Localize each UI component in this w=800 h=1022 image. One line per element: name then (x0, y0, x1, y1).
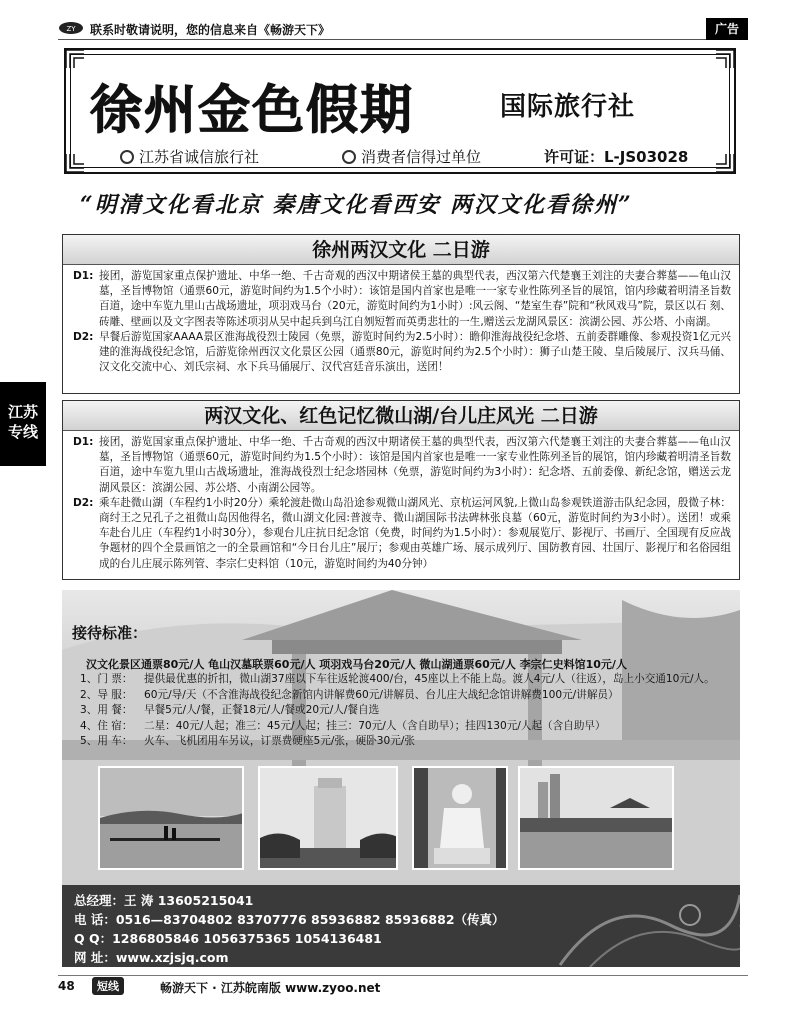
section-side-tab: 江苏 专线 (0, 382, 46, 466)
website-line: 网 址：www.xzjsjq.com (74, 950, 229, 965)
tour-itinerary (63, 431, 739, 576)
magazine-logo-icon (58, 20, 84, 36)
badge-honest-agency: 江苏省诚信旅行社 (120, 146, 259, 167)
svg-text:ZY: ZY (66, 25, 76, 33)
riverside-photo (518, 766, 674, 870)
page-footer (58, 975, 748, 995)
slogan: “明清文化看北京 秦唐文化看西安 两汉文化看徐州” (80, 192, 633, 218)
flower-icon (120, 150, 134, 164)
standard-item: 3、用 餐： 早餐5元/人/餐，正餐18元/人/餐或20元/人/餐自选 (80, 704, 380, 717)
standards-panel (62, 590, 740, 885)
phone-line: 电 话：0516—83704802 83707776 85936882 85936882（传真） (74, 912, 505, 927)
flower-icon (342, 150, 356, 164)
publication-name: 畅游天下 · 江苏皖南版 www.zyoo.net (160, 981, 381, 995)
tour-itinerary (63, 265, 739, 379)
source-notice: 联系时敬请说明，您的信息来自《畅游天下》 (90, 23, 331, 37)
itinerary-day: D1: 接团，游览国家重点保护遗址、中华一绝、千古奇观的西汉中期诸侯王墓的典型代表，西汉第六代楚襄王刘注的夫妻合葬墓——龟山汉墓，圣旨博物馆（通票60元，游览时间约为1.5个小时）：该馆是国内首家也是唯一一家专业性陈列圣旨的展馆，馆内珍藏着明清圣旨数百道，途中车览九里山古战场遗址，淮海战役烈士纪念塔园林（免票，游览时间约为3小时）：纪念塔、五前委像、新纪念馆，赠送云龙湖风景区：滨湖公园、苏公塔、小南湖公园等。 (73, 436, 731, 494)
standard-item: 1、门 票： 提供最优惠的折扣，微山湖37座以下车往返轮渡400/台，45座以上不能上岛。渡人4元/人（往返），岛上小交通10元/人。 (80, 673, 715, 685)
ad-tag: 广告 (706, 18, 748, 40)
corner-ornament-icon (64, 48, 86, 70)
itinerary-day: D2: 早餐后游览国家AAAA景区淮海战役烈士陵园（免票，游览时间约为2.5小时）：瞻仰淮海战役纪念塔、五前委群雕像、参观投资1亿元兴建的淮海战役纪念馆，后游览徐州西汉文化景区公园（通票80元，游览时间约为2.5个小时）：狮子山楚王陵、皇后陵展厅、汉兵马俑、汉文化交流中心、刘氏宗祠、水下兵马俑展厅、汉代宫廷音乐演出，送团！ (73, 330, 731, 374)
itinerary-day: D2: 乘车赴微山湖（车程约1小时20分）乘轮渡赴微山岛沿途参观微山湖风光、京杭运河风貌,上微山岛参观铁道游击队纪念园，殷微子林：商纣王之兄孔子之祖微山岛因他得名，微山湖文化园:普渡寺、微山湖国际书法碑林张良墓（60元，游览时间约为3小时）。送团！或乘车赴台儿庄（车程约1小时30分），参观台儿庄抗日纪念馆（免费，时间约为1.5小时）：参观展览厅、影视厅、书画厅、全国现有反应战争题材的四个全景画馆之一的全景画馆和“今日台儿庄”展厅；参观由英雄广场、展示成列厅、国防教育园、壮国厅、影视厅和名俗园组成的台儿庄展示陈列管、李宗仁史料馆（10元，游览时间约为40分钟） (73, 496, 731, 570)
agency-header (64, 48, 736, 174)
statue-photo (412, 766, 508, 870)
standard-item: 2、导 服： 60元/导/天（不含淮海战役纪念新馆内讲解费60元/讲解员、台儿庄大战纪念馆讲解费100元/讲解员） (80, 688, 619, 701)
qq-line: Q Q：1286805846 1056375365 1054136481 (74, 931, 382, 946)
tour-title: 两汉文化、红色记忆微山湖/台儿庄风光 二日游 (63, 401, 739, 431)
monument-photo (258, 766, 398, 870)
license-number: 许可证：L-JS03028 (544, 148, 689, 166)
tour-title: 徐州两汉文化 二日游 (63, 235, 739, 265)
agency-title: 徐州金色假期 (90, 81, 415, 141)
manager-line: 总经理：王 涛 13605215041 (74, 893, 254, 908)
tour-box-xuzhou-han (62, 234, 740, 394)
standards-list (80, 672, 730, 750)
ticket-prices: 汉文化景区通票80元/人 龟山汉墓联票60元/人 项羽戏马台20元/人 微山湖通票60元/人 李宗仁史料馆10元/人 (86, 658, 627, 671)
standard-item: 5、用 车： 火车、飞机团用车另议，订票费硬座5元/张，硬卧30元/张 (80, 735, 416, 748)
page-number: 48 (58, 979, 75, 993)
top-strip (58, 18, 748, 40)
tour-box-weishan-taierzhuang (62, 400, 740, 580)
lake-photo (98, 766, 244, 870)
floral-decoration-icon (550, 885, 740, 967)
badge-trusted-unit: 消费者信得过单位 (342, 146, 481, 167)
corner-ornament-icon (714, 48, 736, 70)
itinerary-day: D1: 接团，游览国家重点保护遗址、中华一绝、千古奇观的西汉中期诸侯王墓的典型代表，西汉第六代楚襄王刘注的夫妻合葬墓——龟山汉墓，圣旨博物馆（通票60元，游览时间约为1.5个小时）：该馆是国内首家也是唯一一家专业性陈列圣旨的展馆，馆内珍藏着明清圣旨数百道，途中车览九里山古战场遗址，项羽戏马台（20元，游览时间约为1小时）:风云阁、“楚室生春”院和“秋风戏马”院，景区以石 刻、砖雕、壁画以及文字图表等陈述项羽从吴中起兵到乌江自刎短暂而英勇悲壮的一生,赠送云龙湖风景区：滨湖公园、苏公塔、小南湖。 (73, 270, 731, 328)
credentials-row (76, 146, 724, 170)
contact-band (62, 885, 740, 967)
standards-title: 接待标准： (72, 624, 148, 642)
agency-subtitle: 国际旅行社 (500, 92, 636, 122)
section-tag: 短线 (92, 977, 124, 995)
standard-item: 4、住 宿： 二星：40元/人起；准三：45元/人起；挂三：70元/人（含自助早）；挂四130元/人起（含自助早） (80, 719, 606, 732)
